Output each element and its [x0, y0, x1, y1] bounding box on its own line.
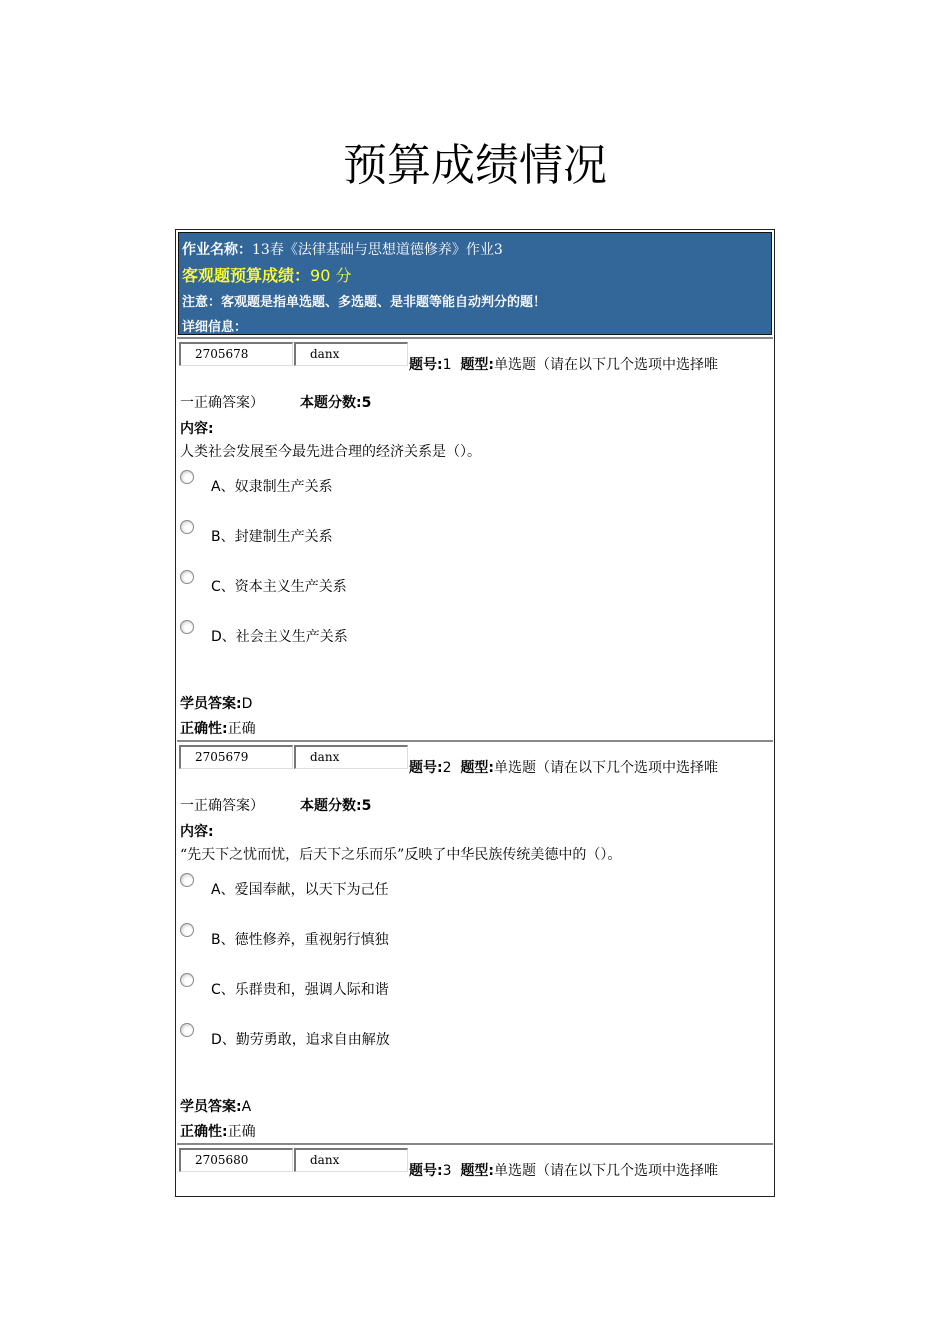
qtype-value: 单选题（请在以下几个选项中选择唯: [494, 1163, 719, 1179]
answer-value: D: [241, 696, 253, 712]
qtype-value: 单选题（请在以下几个选项中选择唯: [494, 357, 719, 373]
qtype-label: 题型:: [460, 357, 495, 373]
qnum-value: 2: [442, 760, 452, 776]
option-letter: D、: [211, 629, 236, 645]
qnum-label: 题号:: [409, 357, 443, 373]
option-text: 爱国奉献，以天下为己任: [234, 882, 389, 898]
question-block: [177, 740, 773, 1143]
student-answer: [180, 693, 252, 713]
qtype-value: 单选题（请在以下几个选项中选择唯: [494, 760, 719, 776]
score-label: 本题分数:: [300, 395, 362, 411]
question-id-field[interactable]: 2705679: [179, 745, 293, 769]
question-block: [177, 1143, 773, 1195]
question-meta: [409, 1160, 718, 1180]
option-letter: C、: [211, 982, 235, 998]
question-text: “先天下之忧而忧，后天下之乐而乐”反映了中华民族传统美德中的（）。: [180, 847, 622, 863]
detail-label: 详细信息：: [182, 320, 248, 335]
radio-option-b[interactable]: [180, 520, 194, 534]
option-letter: B、: [211, 932, 235, 948]
content-label: 内容:: [180, 421, 214, 437]
radio-option-d[interactable]: [180, 620, 194, 634]
content-label: 内容:: [180, 824, 214, 840]
qnum-label: 题号:: [409, 1163, 443, 1179]
correctness: [180, 718, 256, 738]
qnum-value: 3: [442, 1163, 452, 1179]
question-id-field[interactable]: 2705678: [179, 342, 293, 366]
objective-score: [182, 263, 351, 286]
student-answer: [180, 1096, 251, 1116]
qnum-value: 1: [442, 357, 452, 373]
qnum-label: 题号:: [409, 760, 443, 776]
answer-value: A: [241, 1099, 252, 1115]
option-text: 奴隶制生产关系: [234, 479, 333, 495]
correctness-value: 正确: [227, 721, 256, 737]
question-meta: [409, 757, 718, 777]
page-title: 预算成绩情况: [343, 140, 607, 191]
qtype-label: 题型:: [460, 760, 495, 776]
question-code-field[interactable]: danx: [294, 342, 408, 366]
question-code-field[interactable]: danx: [294, 1148, 408, 1172]
correctness-value: 正确: [227, 1124, 256, 1140]
assignment-name-label: 作业名称：: [182, 242, 252, 258]
option-text: 封建制生产关系: [234, 529, 333, 545]
radio-option-c[interactable]: [180, 570, 194, 584]
radio-option-a[interactable]: [180, 873, 194, 887]
radio-option-d[interactable]: [180, 1023, 194, 1037]
option-letter: A、: [211, 882, 235, 898]
qtype-value-cont: 一正确答案）: [180, 798, 264, 814]
option-letter: B、: [211, 529, 235, 545]
correctness: [180, 1121, 256, 1141]
assignment-header: [178, 232, 772, 335]
score-value: 5: [361, 798, 372, 814]
score-label: 本题分数:: [300, 798, 362, 814]
option-text: 乐群贵和，强调人际和谐: [234, 982, 389, 998]
radio-option-c[interactable]: [180, 973, 194, 987]
qtype-label: 题型:: [460, 1163, 495, 1179]
score-value: 5: [361, 395, 372, 411]
qtype-value-cont: 一正确答案）: [180, 395, 264, 411]
option-text: 勤劳勇敢，追求自由解放: [235, 1032, 390, 1048]
objective-score-label: 客观题预算成绩：: [182, 266, 311, 285]
option-text: 德性修养，重视躬行慎独: [234, 932, 389, 948]
radio-option-b[interactable]: [180, 923, 194, 937]
answer-label: 学员答案:: [180, 696, 242, 712]
results-table: [175, 229, 775, 1197]
assignment-name: [182, 239, 503, 259]
option-text: 资本主义生产关系: [234, 579, 347, 595]
question-meta-2: [180, 392, 371, 412]
option-letter: A、: [211, 479, 235, 495]
correctness-label: 正确性:: [180, 721, 228, 737]
objective-note: 注意：客观题是指单选题、多选题、是非题等能自动判分的题！: [182, 295, 547, 310]
question-block: [177, 337, 773, 740]
correctness-label: 正确性:: [180, 1124, 228, 1140]
question-meta: [409, 354, 718, 374]
option-text: 社会主义生产关系: [235, 629, 348, 645]
radio-option-a[interactable]: [180, 470, 194, 484]
question-text: 人类社会发展至今最先进合理的经济关系是（）。: [180, 444, 481, 460]
question-id-field[interactable]: 2705680: [179, 1148, 293, 1172]
assignment-name-value: 13春《法律基础与思想道德修养》作业3: [252, 242, 503, 258]
question-meta-2: [180, 795, 371, 815]
question-code-field[interactable]: danx: [294, 745, 408, 769]
objective-score-value: 90 分: [310, 266, 352, 285]
answer-label: 学员答案:: [180, 1099, 242, 1115]
option-letter: D、: [211, 1032, 236, 1048]
option-letter: C、: [211, 579, 235, 595]
